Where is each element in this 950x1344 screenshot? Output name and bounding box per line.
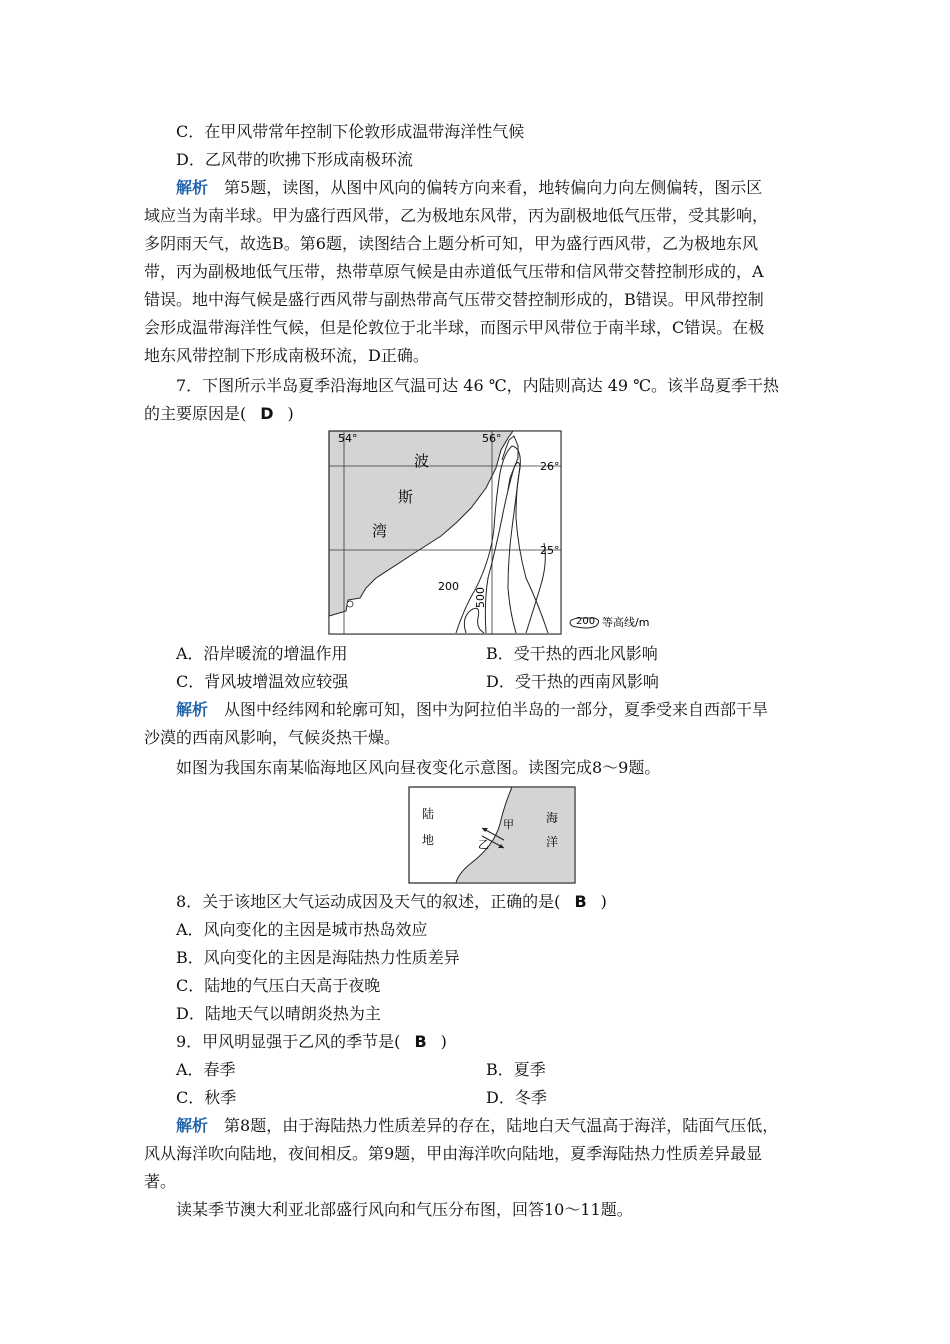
q9-answer: B [414,1032,427,1051]
intro-q8-9: 如图为我国东南某临海地区风向昼夜变化示意图。读图完成8～9题。 [176,758,661,777]
q7-stem-line-2: 的主要原因是( D ) [144,404,294,423]
q7-analysis-line-2: 沙漠的西南风影响，气候炎热干燥。 [144,728,401,747]
q8-option-c: C．陆地的气压白天高于夜晚 [176,976,381,995]
lat-label-25: 25° [540,544,560,557]
q6-analysis-line-5: 错误。地中海气候是盛行西风带与副热带高气压带交替控制形成的，B错误。甲风带控制 [144,290,764,309]
sea-label-bo: 波 [414,452,430,470]
q7-option-b: B．受干热的西北风影响 [486,644,658,663]
contour-500-label: 500 [474,587,487,608]
analysis-label: 解析 [176,1116,209,1135]
contour-200-label: 200 [438,580,459,593]
sea-label-2: 洋 [546,835,559,849]
q8-stem: 8．关于该地区大气运动成因及天气的叙述，正确的是( B ) [176,892,607,911]
q9-analysis-line-2: 风从海洋吹向陆地，夜间相反。第9题，甲由海洋吹向陆地，夏季海陆热力性质差异最显 [144,1144,763,1163]
q7-option-d: D．受干热的西南风影响 [486,672,659,691]
q7-option-a: A．沿岸暖流的增温作用 [176,644,348,663]
sea-label-wan: 湾 [372,522,388,540]
q9-analysis-line-3: 著。 [144,1172,177,1191]
q8-option-d: D．陆地天气以晴朗炎热为主 [176,1004,381,1023]
sea-label-1: 海 [546,811,559,825]
q6-analysis-line-3: 多阴雨天气，故选B。第6题，读图结合上题分析可知，甲为盛行西风带，乙为极地东风 [144,234,758,253]
analysis-label: 解析 [176,178,209,197]
q6-analysis-line-1: 解析 第5题，读图，从图中风向的偏转方向来看，地转偏向力向左侧偏转，图示区 [176,178,763,197]
analysis-label: 解析 [176,700,209,719]
q8-option-a: A．风向变化的主因是城市热岛效应 [176,920,428,939]
peninsula-contour-map [326,428,676,640]
q9-option-d: D．冬季 [486,1088,547,1107]
q7-answer: D [260,404,274,423]
q6-analysis-line-2: 域应当为南半球。甲为盛行西风带，乙为极地东风带，丙为副极地低气压带，受其影响， [144,206,769,225]
island [347,601,353,607]
lon-label-56: 56° [482,432,502,445]
q6-analysis-line-7: 地东风带控制下形成南极环流，D正确。 [144,346,429,365]
q8-option-b: B．风向变化的主因是海陆热力性质差异 [176,948,460,967]
q7-stem-line-1: 7．下图所示半岛夏季沿海地区气温可达 46 ℃，内陆则高达 49 ℃。该半岛夏季干热 [176,376,780,395]
q9-option-c: C．秋季 [176,1088,237,1107]
land-label-1: 陆 [422,807,435,821]
land-label-2: 地 [422,833,435,847]
q7-analysis-line-1: 解析 从图中经纬网和轮廓可知，图中为阿拉伯半岛的一部分，夏季受来自西部干旱 [176,700,769,719]
wind-jia-label: 甲 [503,818,514,831]
q7-option-c: C．背风坡增温效应较强 [176,672,349,691]
lat-label-26: 26° [540,460,560,473]
sea-label-si: 斯 [398,488,414,506]
wind-yi-label: 乙 [478,838,489,851]
intro-q10-11: 读某季节澳大利亚北部盛行风向和气压分布图，回答10～11题。 [176,1200,633,1219]
q9-option-a: A．春季 [176,1060,236,1079]
legend-text: 等高线/m [602,616,650,629]
q9-stem: 9．甲风明显强于乙风的季节是( B ) [176,1032,447,1051]
q6-analysis-line-6: 会形成温带海洋性气候，但是伦敦位于北半球，而图示甲风带位于南半球，C错误。在极 [144,318,765,337]
q6-option-d: D．乙风带的吹拂下形成南极环流 [176,150,413,169]
q9-option-b: B．夏季 [486,1060,546,1079]
sea-land-breeze-figure [408,786,576,884]
q8-answer: B [574,892,587,911]
q9-analysis-line-1: 解析 第8题，由于海陆热力性质差异的存在，陆地白天气温高于海洋，陆面气压低， [176,1116,779,1135]
legend-value: 200 [576,616,596,627]
q6-option-c: C．在甲风带常年控制下伦敦形成温带海洋性气候 [176,122,525,141]
lon-label-54: 54° [338,432,358,445]
q6-analysis-line-4: 带，丙为副极地低气压带，热带草原气候是由赤道低气压带和信风带交替控制形成的，A [144,262,764,281]
